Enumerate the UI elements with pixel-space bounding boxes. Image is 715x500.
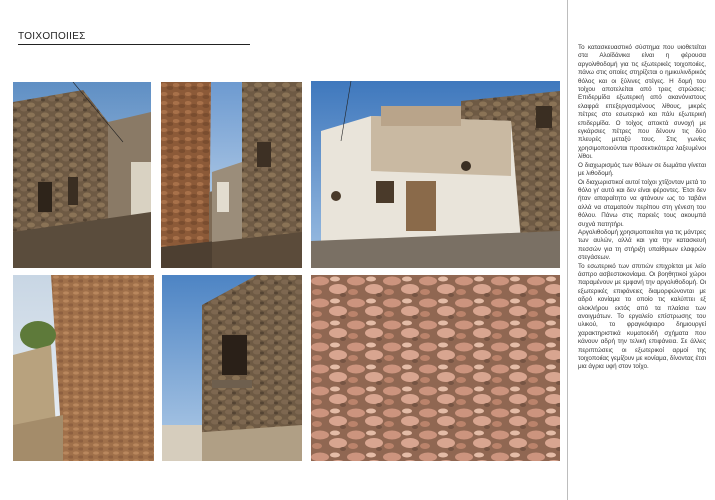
title-underline [18,44,250,45]
photo-stone-texture-closeup [311,275,560,461]
photo-stone-alley-icon [13,82,151,268]
body-paragraph: Το εσωτερικό των σπιτιών επιχρίεται με λείο άσπρο ασβεστοκονίαμα. Οι βοηθητικοί χώροι παραμένουν με εμφανή την αργολιθοδομή. Οι εξωτερικές επιφάνειες διαμορφώνονται με αδρό κονίαμα το οποίο τις καλύπτει εξ ολοκλήρου εκτός από τα πλαίσια των ανοιγμάτων. Το εργαλείο επίστρωσης του υλικού, το φραγκόψιαρο δημιουργεί χαρακτηριστικά κυματοειδή σχήματα που κάνουν αδρή την τελική επιφάνεια. Σε άλλες περιπτώσεις οι εξωτερικοί αρμοί της τοιχοποιίας γεμίζουν με κονίαμα, δίνοντας έτσι μια άγρια υφή στον τοίχο. [578,262,706,371]
body-paragraph: Το κατασκευαστικό σύστημα που υιοθετείται στα Αλοϊδάνικα είναι η φέρουσα αργολιθοδομή για τις εξωτερικές τοιχοποιίες, πάνω στις οποίες στηρίζεται ο ημικυλινδρικός θόλος και οι ξύλινες στέγες. Η δομή του τοίχου αποτελείται από τρεις στρώσεις: Επιδερμίδα εξωτερική από ακανόνιστους ελαφρά επεξεργασμένους λίθους, μικρές πέτρες στο εσωτερικό και πάλι εξωτερική επιδερμίδα. Ο τοίχος αποκτά συνοχή με εγκάρσιες πέτρες που δένουν τις δύο πλευρές μεταξύ τους. Στις γωνίες χρησιμοποιούνται προσεκτικότερα λαξευμένοι λίθοι. [578,44,706,161]
body-text-column [578,44,706,372]
body-paragraph: Αργολιθοδομή χρησιμοποιείται για τις μάντρες των αυλών, αλλά και για την κατασκευή πεσσών για τη στήριξη υπαίθριων ελαφρών στεγάσεων. [578,228,706,262]
photo-whitewashed-house [311,81,560,268]
column-divider [567,0,568,500]
photo-alley-corner-icon [212,82,302,268]
body-paragraph: Οι διαχωριστικοί αυτοί τοίχοι χτίζονταν μετά το θόλο γι' αυτό και δεν είναι φέροντες. Έτσι δεν ήταν απαραίτητο να φτάνουν ως το ταβάνι αλλά να σταματούν περίπου στη γένεση του θόλου. Πάνω στις παρειές τους ακουμπά συχνά πατητήρι. [578,178,706,228]
photo-texture-icon [311,275,560,461]
photo-stone-alley-left [13,82,151,268]
photo-long-stone-wall [13,275,154,461]
body-paragraph: Ο διαχωρισμός των θόλων σε δωμάτια γίνεται με λιθοδομή. [578,161,706,178]
photo-ruin-icon [162,275,302,461]
photo-stone-wall-icon [13,275,154,461]
photo-alley-corner [212,82,302,268]
photo-house-icon [311,81,560,268]
photo-ruined-wall-sky [162,275,302,461]
page-title: ΤΟΙΧΟΠΟΙΙΕΣ [18,31,86,42]
